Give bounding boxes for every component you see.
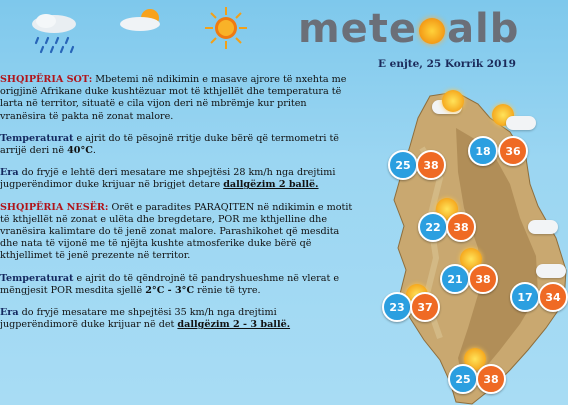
temp-low-2: 18 bbox=[468, 136, 498, 166]
cloud-icon bbox=[506, 116, 536, 130]
tomorrow-heading: SHQIPËRIA NESËR: bbox=[0, 201, 109, 213]
wind-sea: dallgëzim 2 ballë. bbox=[223, 179, 319, 191]
wind2-text: do fryjë mesatare me shpejtësi 35 km/h nga drejtimi jugperëndimorë duke krijuar në det bbox=[0, 307, 277, 331]
temp-high-5: 37 bbox=[410, 292, 440, 322]
temp2-value: 2°C - 3°C bbox=[145, 284, 195, 296]
wind2-paragraph bbox=[0, 307, 354, 331]
forecast-text bbox=[0, 74, 354, 341]
temp-text: e ajrit do të pësojnë rritje duke bërë që termometri të arrijë deri në bbox=[0, 132, 339, 157]
wind-paragraph bbox=[0, 167, 354, 191]
temp-low-6: 17 bbox=[510, 282, 540, 312]
logo-text-1: mete bbox=[298, 6, 418, 52]
today-paragraph bbox=[0, 74, 354, 123]
temp-low-1: 25 bbox=[388, 150, 418, 180]
temp-low-7: 25 bbox=[448, 364, 478, 394]
temp2-paragraph bbox=[0, 273, 354, 297]
wind-word: Era bbox=[0, 167, 19, 179]
cloud-icon bbox=[536, 264, 566, 278]
temp-paragraph bbox=[0, 133, 354, 157]
temp-high-7: 38 bbox=[476, 364, 506, 394]
temp-word: Temperaturat bbox=[0, 132, 74, 144]
cloud-icon bbox=[528, 220, 558, 234]
wind2-sea: dallgëzim 2 - 3 ballë. bbox=[177, 319, 291, 331]
wind-text: do fryjë e lehtë deri mesatare me shpejtësi 28 km/h nga drejtimi jugperëndimor duke krijuar në brigjet detare bbox=[0, 167, 336, 191]
today-heading: SHQIPËRIA SOT: bbox=[0, 74, 93, 85]
temp2-text: e ajrit do të qëndrojnë të pandryshueshme në vlerat e mëngjesit POR mesdita sjellë bbox=[0, 272, 340, 296]
sun-cloud-icon bbox=[118, 6, 172, 36]
temp-high-3: 38 bbox=[446, 212, 476, 242]
meteoalb-logo bbox=[298, 6, 519, 52]
forecast-date: E enjte, 25 Korrik 2019 bbox=[378, 58, 516, 70]
temp-high-6: 34 bbox=[538, 282, 568, 312]
temp-high-2: 36 bbox=[498, 136, 528, 166]
header bbox=[0, 0, 568, 62]
temp-low-4: 21 bbox=[440, 264, 470, 294]
temp-low-5: 23 bbox=[382, 292, 412, 322]
albania-map bbox=[360, 88, 568, 405]
tomorrow-paragraph bbox=[0, 202, 354, 263]
temp-end: . bbox=[92, 145, 96, 157]
sun-icon bbox=[204, 6, 248, 50]
temp2-end: rënie të tyre. bbox=[194, 284, 261, 296]
wind2-word: Era bbox=[0, 307, 19, 319]
temp-low-3: 22 bbox=[418, 212, 448, 242]
temp-high-1: 38 bbox=[416, 150, 446, 180]
today-text: Mbetemi në ndikimin e masave ajrore të nxehta me origjinë Afrikane duke kushtëzuar mot të kthjellët dhe temperatura të larta në territor, situatë e cila vijon deri në mbrëmje kur priten vranësira të pakta në zonat malore. bbox=[0, 74, 347, 122]
logo-sun-icon bbox=[419, 18, 445, 44]
logo-text-2: alb bbox=[447, 6, 520, 52]
temp-high-4: 38 bbox=[468, 264, 498, 294]
tomorrow-text: Orët e paradites PARAQITEN në ndikimin e motit të kthjellët në zonat e ulëta dhe bregdetare, POR me kthjelline dhe vranësira kalimtare do të jenë zonat malore. Parashikohet që mesdita dhe nata të vijonë me të njëjta kushte atmosferike duke bërë që kthjellimet të jenë prezente në territor. bbox=[0, 201, 353, 262]
temp2-word: Temperaturat bbox=[0, 272, 74, 284]
sun-icon bbox=[442, 90, 464, 112]
rain-cloud-icon bbox=[28, 12, 82, 56]
temp-value: 40°C bbox=[67, 145, 93, 157]
